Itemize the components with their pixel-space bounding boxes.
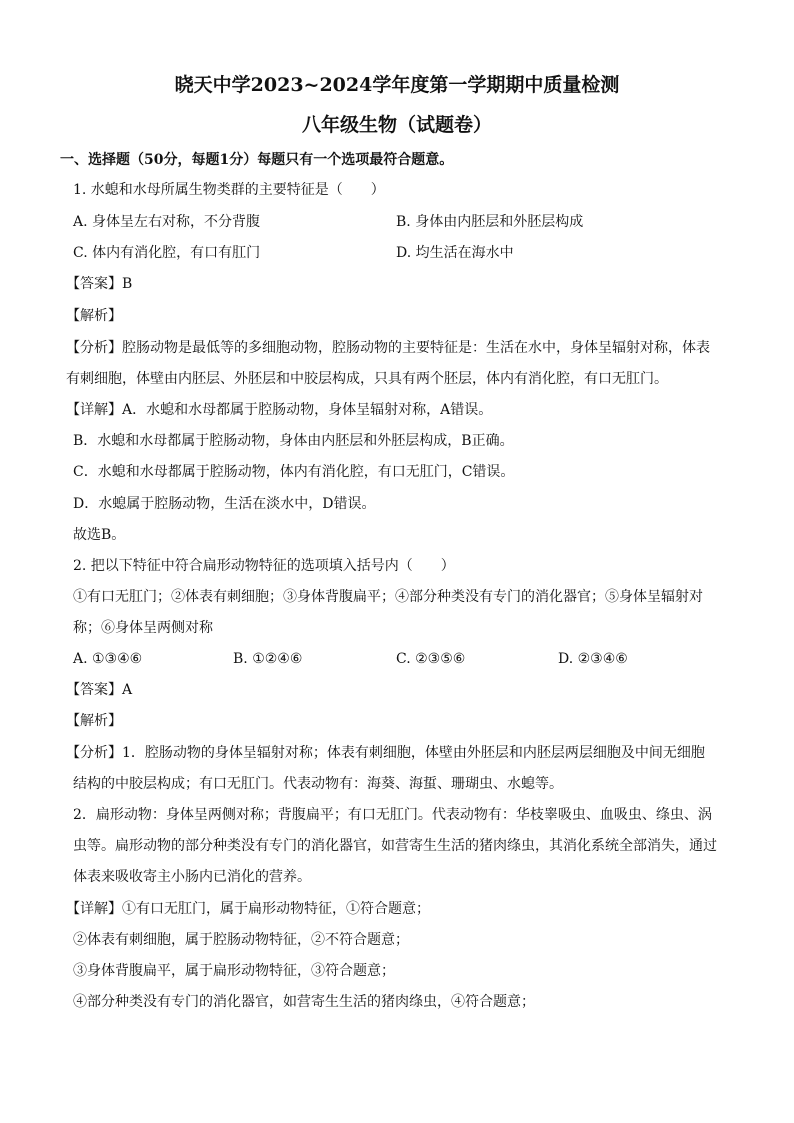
question-1-stem: 1. 水螅和水母所属生物类群的主要特征是（ ） [73, 182, 385, 198]
question-1-answer: 【答案】B [66, 276, 133, 292]
question-1-option-d: D. 均生活在海水中 [396, 245, 514, 261]
section-heading: 一、选择题（50分，每题1分）每题只有一个选项最符合题意。 [60, 152, 454, 168]
question-2-analysis-line-5: 体表来吸收寄主小肠内已消化的营养。 [73, 869, 311, 885]
question-2-option-c: C. ②③⑤⑥ [396, 651, 466, 667]
document-subtitle: 八年级生物（试题卷） [301, 114, 492, 136]
question-2-analysis-line-3: 2．扁形动物：身体呈两侧对称；背腹扁平；有口无肛门。代表动物有：华枝睾吸虫、血吸虫、绦虫、涡 [73, 807, 712, 823]
question-1-conclusion: 故选B。 [73, 527, 126, 543]
document-title: 晓天中学2023~2024学年度第一学期期中质量检测 [174, 74, 620, 96]
question-1-options-row-2 [0, 243, 794, 263]
question-1-detail-line-4: D．水螅属于腔肠动物，生活在淡水中，D错误。 [73, 496, 376, 512]
question-1-option-a: A. 身体呈左右对称，不分背腹 [73, 214, 261, 230]
question-2-option-b: B. ①②④⑥ [233, 651, 303, 667]
question-2-stem: 2. 把以下特征中符合扁形动物特征的选项填入括号内（ ） [73, 558, 455, 574]
question-1-analysis-line-1: 【分析】腔肠动物是最低等的多细胞动物，腔肠动物的主要特征是：生活在水中，身体呈辐射对称，体表 [66, 340, 710, 356]
question-2-features-line-2: 称；⑥身体呈两侧对称 [73, 620, 213, 636]
question-1-analysis-label: 【解析】 [66, 308, 122, 324]
question-2-detail-line-2: ②体表有刺细胞，属于腔肠动物特征，②不符合题意； [73, 932, 409, 948]
question-2-analysis-line-2: 结构的中胶层构成；有口无肛门。代表动物有：海葵、海蜇、珊瑚虫、水螅等。 [73, 776, 563, 792]
question-2-analysis-line-4: 虫等。扁形动物的部分种类没有专门的消化器官，如营寄生生活的猪肉绦虫，其消化系统全部消失，通过 [73, 838, 717, 854]
question-2-option-d: D. ②③④⑥ [558, 651, 628, 667]
question-2-detail-line-4: ④部分种类没有专门的消化器官，如营寄生生活的猪肉绦虫，④符合题意； [73, 994, 535, 1010]
question-1-detail-line-1: 【详解】A．水螅和水母都属于腔肠动物，身体呈辐射对称，A错误。 [66, 402, 493, 418]
question-2-answer: 【答案】A [66, 682, 133, 698]
question-1-option-b: B. 身体由内胚层和外胚层构成 [396, 214, 584, 230]
question-1-options-row-1 [0, 212, 794, 232]
question-2-analysis-label: 【解析】 [66, 713, 122, 729]
question-2-analysis-line-1: 【分析】1．腔肠动物的身体呈辐射对称；体表有刺细胞，体壁由外胚层和内胚层两层细胞及中间无细胞 [66, 745, 705, 761]
question-1-detail-line-2: B．水螅和水母都属于腔肠动物，身体由内胚层和外胚层构成，B正确。 [73, 433, 514, 449]
question-1-option-c: C. 体内有消化腔，有口有肛门 [73, 245, 261, 261]
question-1-detail-line-3: C．水螅和水母都属于腔肠动物，体内有消化腔，有口无肛门，C错误。 [73, 464, 515, 480]
question-2-detail-line-1: 【详解】①有口无肛门，属于扁形动物特征，①符合题意； [66, 901, 430, 917]
question-2-detail-line-3: ③身体背腹扁平，属于扁形动物特征，③符合题意； [73, 963, 395, 979]
question-2-options-row [0, 649, 794, 669]
question-2-option-a: A. ①③④⑥ [73, 651, 143, 667]
question-1-analysis-line-2: 有刺细胞，体壁由内胚层、外胚层和中胶层构成，只具有两个胚层，体内有消化腔，有口无肛门。 [66, 371, 668, 387]
question-2-features-line-1: ①有口无肛门；②体表有刺细胞；③身体背腹扁平；④部分种类没有专门的消化器官；⑤身体呈辐射对 [73, 589, 703, 605]
